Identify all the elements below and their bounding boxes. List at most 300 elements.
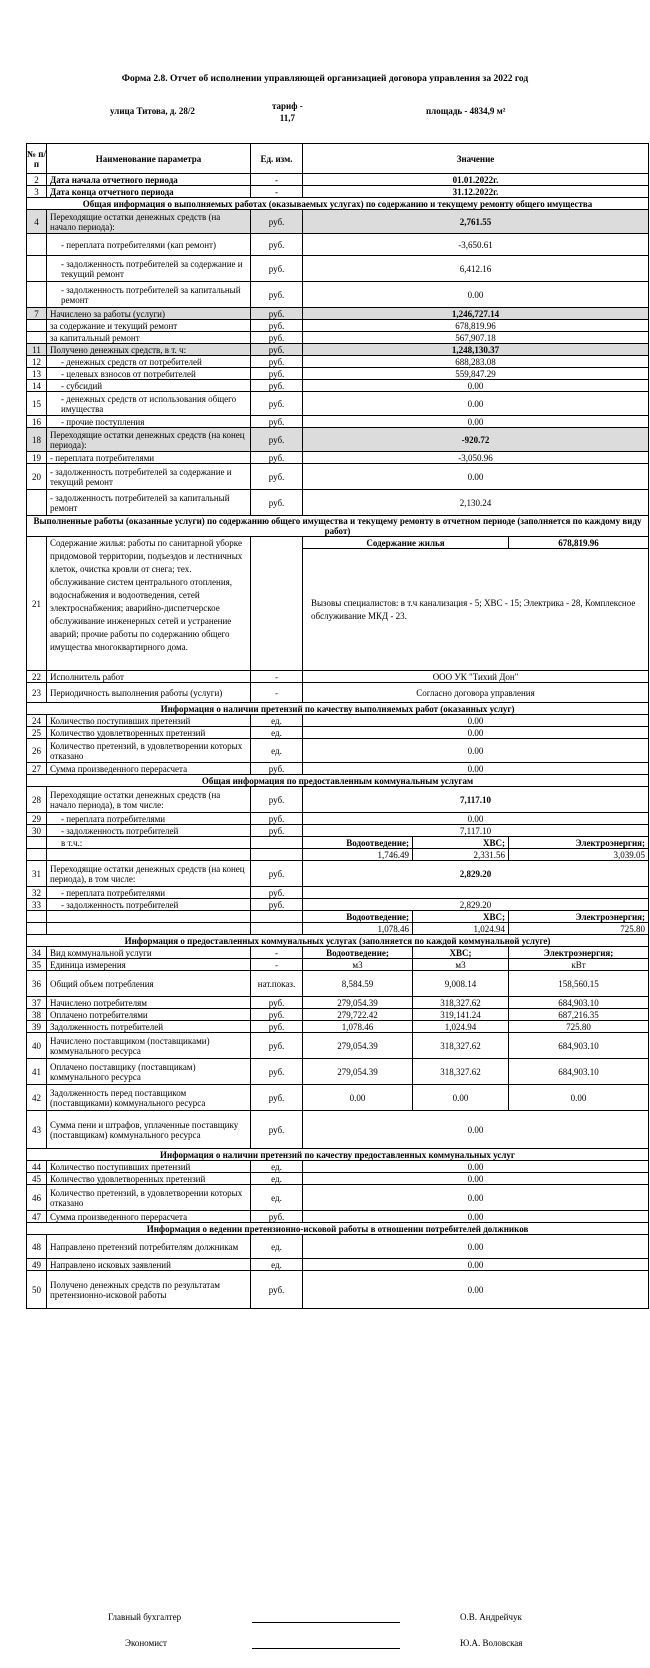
value: 2,761.55 — [303, 210, 649, 234]
param-name: в т.ч.: — [47, 837, 251, 849]
value: 0.00 — [303, 392, 649, 416]
param-name: Начислено потребителям — [47, 997, 251, 1009]
signature-name: Ю.А. Воловская — [460, 1638, 523, 1648]
param-name: Количество претензий, в удовлетворении которых отказано — [47, 739, 251, 763]
row-number — [27, 320, 47, 332]
value: 2,829.20 — [303, 861, 649, 887]
unit — [251, 923, 303, 935]
work-amount: 678,819.96 — [509, 537, 649, 549]
table-row — [27, 899, 649, 911]
value: 1,024.94 — [413, 1021, 509, 1033]
param-name: за капитальный ремонт — [47, 332, 251, 344]
row-number: 3 — [27, 186, 47, 198]
unit: руб. — [251, 332, 303, 344]
table-row — [27, 308, 649, 320]
table-row — [27, 368, 649, 380]
tarif-value: 11,7 — [279, 113, 295, 123]
unit — [251, 537, 303, 671]
table-row — [27, 1235, 649, 1259]
param-name: Переходящие остатки денежных средств (на конец периода), в том числе: — [47, 861, 251, 887]
value: 0.00 — [303, 1161, 649, 1173]
param-name: Переходящие остатки денежных средств (на начало периода), в том числе: — [47, 787, 251, 813]
param-name — [47, 923, 251, 935]
unit: руб. — [251, 899, 303, 911]
unit: руб. — [251, 380, 303, 392]
table-row — [27, 282, 649, 308]
split-head: ХВС; — [413, 911, 509, 923]
param-name: - задолженность потребителей за капитальный ремонт — [47, 282, 251, 308]
signature-role: Главный бухгалтер — [108, 1612, 182, 1622]
table-row — [27, 947, 649, 959]
row-number: 33 — [27, 899, 47, 911]
value: ООО УК "Тихий Дон" — [303, 671, 649, 683]
value: 318,327.62 — [413, 1033, 509, 1059]
unit: ед. — [251, 1185, 303, 1211]
table-row — [27, 1185, 649, 1211]
unit: руб. — [251, 368, 303, 380]
row-number: 22 — [27, 671, 47, 683]
unit: ед. — [251, 739, 303, 763]
split-head: ХВС; — [413, 837, 509, 849]
value: 0.00 — [303, 282, 649, 308]
row-number: 25 — [27, 727, 47, 739]
table-row — [27, 452, 649, 464]
row-number: 11 — [27, 344, 47, 356]
value: 0.00 — [303, 464, 649, 490]
row-number: 32 — [27, 887, 47, 899]
row-number: 46 — [27, 1185, 47, 1211]
row-number: 4 — [27, 210, 47, 234]
row-number: 2 — [27, 174, 47, 186]
section-header: Информация о наличии претензий по качеству предоставленных коммунальных услуг — [27, 1149, 649, 1161]
param-name — [47, 849, 251, 861]
row-number: 28 — [27, 787, 47, 813]
param-name: Получено денежных средств по результатам претензионно-исковой работы — [47, 1271, 251, 1309]
unit: руб. — [251, 1211, 303, 1223]
unit: ед. — [251, 1161, 303, 1173]
param-name: Содержание жилья: работы по санитарной уборке придомовой территории, подъездов и лестничных клеток, очистка кровли от снега; тех. обслуживание систем центрального отопления, водоснабжения и водоотведения, сетей электроснабжения; аварийно-диспетчерское обслуживание инженерных сетей и устранение аварий; прочие работы по содержанию общего имущества многоквартирного дома. — [47, 537, 251, 671]
table-row — [27, 234, 649, 256]
value: 279,054.39 — [303, 997, 413, 1009]
unit: руб. — [251, 392, 303, 416]
unit: руб. — [251, 416, 303, 428]
section-header: Информация о ведении претензионно-исковой работы в отношении потребителей должников — [27, 1223, 649, 1235]
table-row — [27, 1211, 649, 1223]
row-number — [27, 234, 47, 256]
param-name: - задолженность потребителей — [47, 825, 251, 837]
value — [303, 887, 649, 899]
report-table — [26, 143, 649, 1309]
unit: руб. — [251, 1059, 303, 1085]
unit: - — [251, 683, 303, 703]
row-number: 48 — [27, 1235, 47, 1259]
row-number: 35 — [27, 959, 47, 971]
unit: ед. — [251, 1259, 303, 1271]
row-number: 37 — [27, 997, 47, 1009]
unit: - — [251, 947, 303, 959]
row-number — [27, 911, 47, 923]
unit: руб. — [251, 825, 303, 837]
table-row — [27, 1161, 649, 1173]
row-number: 13 — [27, 368, 47, 380]
param-name: - субсидий — [47, 380, 251, 392]
param-name: Задолженность перед поставщиком (поставщиками) коммунального ресурса — [47, 1085, 251, 1111]
unit: руб. — [251, 1085, 303, 1111]
unit: ед. — [251, 715, 303, 727]
split-head: Водоотведение; — [303, 911, 413, 923]
split-head: Электроэнергия; — [509, 911, 649, 923]
value: 567,907.18 — [303, 332, 649, 344]
value: 31.12.2022г. — [303, 186, 649, 198]
section-header-row — [27, 935, 649, 947]
unit: - — [251, 186, 303, 198]
unit: руб. — [251, 464, 303, 490]
address: улица Титова, д. 28/2 — [110, 106, 195, 116]
section-header-row — [27, 516, 649, 537]
row-number — [27, 332, 47, 344]
unit: руб. — [251, 763, 303, 775]
param-name: Оплачено потребителями — [47, 1009, 251, 1021]
param-name: Сумма произведенного перерасчета — [47, 1211, 251, 1223]
section-header: Информация о наличии претензий по качеству выполняемых работ (оказанных услуг) — [27, 703, 649, 715]
unit: руб. — [251, 861, 303, 887]
table-row — [27, 997, 649, 1009]
param-name: Дата начала отчетного периода — [47, 174, 251, 186]
table-row — [27, 1033, 649, 1059]
table-head-row — [27, 144, 649, 174]
value: 158,560.15 — [509, 971, 649, 997]
row-number: 41 — [27, 1059, 47, 1085]
area: площадь - 4834,9 м² — [426, 106, 506, 116]
table-row — [27, 1085, 649, 1111]
param-name: Направлено претензий потребителям должникам — [47, 1235, 251, 1259]
param-name: Количество поступивших претензий — [47, 715, 251, 727]
head-value: Значение — [303, 144, 649, 174]
row-number: 20 — [27, 464, 47, 490]
row-number: 14 — [27, 380, 47, 392]
section-header: Выполненные работы (оказанные услуги) по содержанию общего имущества и текущему ремонту в отчетном периоде (заполняется по каждому виду работ) — [27, 516, 649, 537]
row-number — [27, 923, 47, 935]
row-number: 49 — [27, 1259, 47, 1271]
split-head: Водоотведение; — [303, 837, 413, 849]
value: Электроэнергия; — [509, 947, 649, 959]
table-row — [27, 727, 649, 739]
param-name: Сумма пени и штрафов, уплаченные поставщику (поставщикам) коммунального ресурса — [47, 1111, 251, 1149]
unit: - — [251, 174, 303, 186]
param-name: - задолженность потребителей за капитальный ремонт — [47, 490, 251, 516]
table-row — [27, 256, 649, 282]
split-value-row — [27, 923, 649, 935]
value: 0.00 — [303, 1271, 649, 1309]
value: 279,722.42 — [303, 1009, 413, 1021]
value: 0.00 — [303, 739, 649, 763]
row-number: 27 — [27, 763, 47, 775]
value: Водоотведение; — [303, 947, 413, 959]
param-name: Переходящие остатки денежных средств (на начало периода): — [47, 210, 251, 234]
section-header: Общая информация о выполняемых работах (оказываемых услугах) по содержанию и текущему ремонту общего имущества — [27, 198, 649, 210]
param-name: Количество претензий, в удовлетворении которых отказано — [47, 1185, 251, 1211]
head-name: Наименование параметра — [47, 144, 251, 174]
param-name: - целевых взносов от потребителей — [47, 368, 251, 380]
tarif-label: тариф - — [272, 101, 303, 111]
unit — [251, 837, 303, 849]
value: 0.00 — [413, 1085, 509, 1111]
param-name: - переплата потребителями — [47, 813, 251, 825]
unit: руб. — [251, 1021, 303, 1033]
value: 318,327.62 — [413, 1059, 509, 1085]
value: 1,246,727.14 — [303, 308, 649, 320]
section-header-row — [27, 198, 649, 210]
row-number: 23 — [27, 683, 47, 703]
table-row — [27, 739, 649, 763]
split-header-row — [27, 911, 649, 923]
value: 559,847.29 — [303, 368, 649, 380]
report-title: Форма 2.8. Отчет об исполнении управляющей организацией договора управления за 2022 год — [121, 74, 529, 84]
value: 1,248,130.37 — [303, 344, 649, 356]
table-row — [27, 1271, 649, 1309]
row-number: 47 — [27, 1211, 47, 1223]
table-row — [27, 416, 649, 428]
param-name: Единица измерения — [47, 959, 251, 971]
work-label: Содержание жилья — [303, 537, 509, 549]
value: 2,130.24 — [303, 490, 649, 516]
param-name: - переплата потребителями — [47, 887, 251, 899]
param-name: - денежных средств от использования общего имущества — [47, 392, 251, 416]
work-calls: Вызовы специалистов: в т.ч канализация - 5; ХВС - 15; Электрика - 28, Комплексное обслуживание МКД - 23. — [303, 549, 649, 671]
unit: руб. — [251, 452, 303, 464]
value: 9,008.14 — [413, 971, 509, 997]
head-num: № п/п — [27, 144, 47, 174]
split-value: 2,331.56 — [413, 849, 509, 861]
table-row — [27, 1009, 649, 1021]
unit: нат.показ. — [251, 971, 303, 997]
param-name: - задолженность потребителей — [47, 899, 251, 911]
table-row — [27, 715, 649, 727]
unit: - — [251, 959, 303, 971]
param-name: Дата конца отчетного периода — [47, 186, 251, 198]
value: 279,054.39 — [303, 1033, 413, 1059]
value: 0.00 — [303, 1111, 649, 1149]
section-header-row — [27, 1149, 649, 1161]
table-row — [27, 174, 649, 186]
value: 0.00 — [303, 727, 649, 739]
param-name: - задолженность потребителей за содержание и текущий ремонт — [47, 256, 251, 282]
value: 0.00 — [509, 1085, 649, 1111]
value: -3,650.61 — [303, 234, 649, 256]
unit: руб. — [251, 1111, 303, 1149]
row-number: 15 — [27, 392, 47, 416]
unit: руб. — [251, 787, 303, 813]
value: 0.00 — [303, 380, 649, 392]
table-row — [27, 1111, 649, 1149]
table-row — [27, 1059, 649, 1085]
signature-line — [252, 1622, 400, 1623]
unit: руб. — [251, 256, 303, 282]
value: 0.00 — [303, 813, 649, 825]
value: 0.00 — [303, 763, 649, 775]
value: 684,903.10 — [509, 1033, 649, 1059]
param-name: Общий объем потребления — [47, 971, 251, 997]
row-number — [27, 849, 47, 861]
signature-name: О.В. Андрейчук — [460, 1612, 522, 1622]
row-number — [27, 282, 47, 308]
unit: ед. — [251, 727, 303, 739]
row-number: 45 — [27, 1173, 47, 1185]
param-name: Количество удовлетворенных претензий — [47, 1173, 251, 1185]
unit — [251, 911, 303, 923]
row-number: 42 — [27, 1085, 47, 1111]
split-value: 3,039.05 — [509, 849, 649, 861]
unit: руб. — [251, 490, 303, 516]
split-value-row — [27, 849, 649, 861]
row-number: 50 — [27, 1271, 47, 1309]
unit: руб. — [251, 234, 303, 256]
param-name: Получено денежных средств, в т. ч: — [47, 344, 251, 356]
value: 0.00 — [303, 416, 649, 428]
split-value: 1,746.49 — [303, 849, 413, 861]
table-row — [27, 344, 649, 356]
table-row — [27, 320, 649, 332]
unit: ед. — [251, 1235, 303, 1259]
section-header-row — [27, 703, 649, 715]
table-row — [27, 392, 649, 416]
unit: руб. — [251, 320, 303, 332]
table-row — [27, 861, 649, 887]
row-number: 29 — [27, 813, 47, 825]
value: 684,903.10 — [509, 997, 649, 1009]
value: 678,819.96 — [303, 320, 649, 332]
value: ХВС; — [413, 947, 509, 959]
param-name: - переплата потребителями (кап ремонт) — [47, 234, 251, 256]
value: 8,584.59 — [303, 971, 413, 997]
table-row — [27, 428, 649, 452]
unit: руб. — [251, 1009, 303, 1021]
unit: руб. — [251, 344, 303, 356]
table-row — [27, 537, 649, 549]
value: 0.00 — [303, 715, 649, 727]
value: -920.72 — [303, 428, 649, 452]
split-header-row — [27, 837, 649, 849]
unit: руб. — [251, 1271, 303, 1309]
value: 0.00 — [303, 1211, 649, 1223]
value: 6,412.16 — [303, 256, 649, 282]
table-row — [27, 332, 649, 344]
split-value: 1,024.94 — [413, 923, 509, 935]
value: -3,050.96 — [303, 452, 649, 464]
section-header: Общая информация по предоставленным коммунальным услугам — [27, 775, 649, 787]
value: 2,829.20 — [303, 899, 649, 911]
row-number: 21 — [27, 537, 47, 671]
split-value: 1,078.46 — [303, 923, 413, 935]
table-row — [27, 356, 649, 368]
tarif — [272, 100, 303, 124]
unit: руб. — [251, 887, 303, 899]
param-name: Направлено исковых заявлений — [47, 1259, 251, 1271]
value: 725.80 — [509, 1021, 649, 1033]
value: 0.00 — [303, 1235, 649, 1259]
row-number: 30 — [27, 825, 47, 837]
param-name: Количество удовлетворенных претензий — [47, 727, 251, 739]
unit: руб. — [251, 1033, 303, 1059]
unit: ед. — [251, 1173, 303, 1185]
value: 0.00 — [303, 1185, 649, 1211]
table-row — [27, 763, 649, 775]
table-row — [27, 1259, 649, 1271]
table-row — [27, 380, 649, 392]
row-number: 44 — [27, 1161, 47, 1173]
row-number — [27, 490, 47, 516]
param-name: Начислено поставщиком (поставщиками) коммунального ресурса — [47, 1033, 251, 1059]
value: 7,117.10 — [303, 787, 649, 813]
param-name — [47, 911, 251, 923]
value: 687,216.35 — [509, 1009, 649, 1021]
row-number — [27, 837, 47, 849]
section-header: Информация о предоставленных коммунальных услугах (заполняется по каждой коммунальной услуге) — [27, 935, 649, 947]
unit: руб. — [251, 210, 303, 234]
value: 7,117.10 — [303, 825, 649, 837]
row-number: 36 — [27, 971, 47, 997]
table-row — [27, 825, 649, 837]
row-number: 7 — [27, 308, 47, 320]
param-name: Периодичность выполнения работы (услуги) — [47, 683, 251, 703]
param-name: Количество поступивших претензий — [47, 1161, 251, 1173]
param-name: - задолженность потребителей за содержание и текущий ремонт — [47, 464, 251, 490]
value: 0.00 — [303, 1259, 649, 1271]
param-name: Оплачено поставщику (поставщикам) коммунального ресурса — [47, 1059, 251, 1085]
value: Согласно договора управления — [303, 683, 649, 703]
table-row — [27, 490, 649, 516]
value: 0.00 — [303, 1173, 649, 1185]
row-number: 24 — [27, 715, 47, 727]
table-row — [27, 1021, 649, 1033]
table-row — [27, 813, 649, 825]
value: 319,141.24 — [413, 1009, 509, 1021]
param-name: Вид коммунальной услуги — [47, 947, 251, 959]
table-row — [27, 671, 649, 683]
section-header-row — [27, 775, 649, 787]
value: 684,903.10 — [509, 1059, 649, 1085]
param-name: за содержание и текущий ремонт — [47, 320, 251, 332]
table-row — [27, 887, 649, 899]
signature-role: Экономист — [125, 1638, 167, 1648]
value: 279,054.39 — [303, 1059, 413, 1085]
table-row — [27, 186, 649, 198]
value: 01.01.2022г. — [303, 174, 649, 186]
row-number: 43 — [27, 1111, 47, 1149]
table-row — [27, 683, 649, 703]
row-number: 16 — [27, 416, 47, 428]
unit: руб. — [251, 428, 303, 452]
head-unit: Ед. изм. — [251, 144, 303, 174]
unit: руб. — [251, 308, 303, 320]
table-row — [27, 464, 649, 490]
param-name: Переходящие остатки денежных средств (на конец периода): — [47, 428, 251, 452]
row-number: 12 — [27, 356, 47, 368]
param-name: Начислено за работы (услуги) — [47, 308, 251, 320]
unit: - — [251, 671, 303, 683]
row-number: 38 — [27, 1009, 47, 1021]
value: м3 — [413, 959, 509, 971]
param-name: - денежных средств от потребителей — [47, 356, 251, 368]
param-name: Сумма произведенного перерасчета — [47, 763, 251, 775]
value: м3 — [303, 959, 413, 971]
param-name: Исполнитель работ — [47, 671, 251, 683]
value: 1,078.46 — [303, 1021, 413, 1033]
value: кВт — [509, 959, 649, 971]
unit: руб. — [251, 282, 303, 308]
row-number: 39 — [27, 1021, 47, 1033]
table-row — [27, 959, 649, 971]
